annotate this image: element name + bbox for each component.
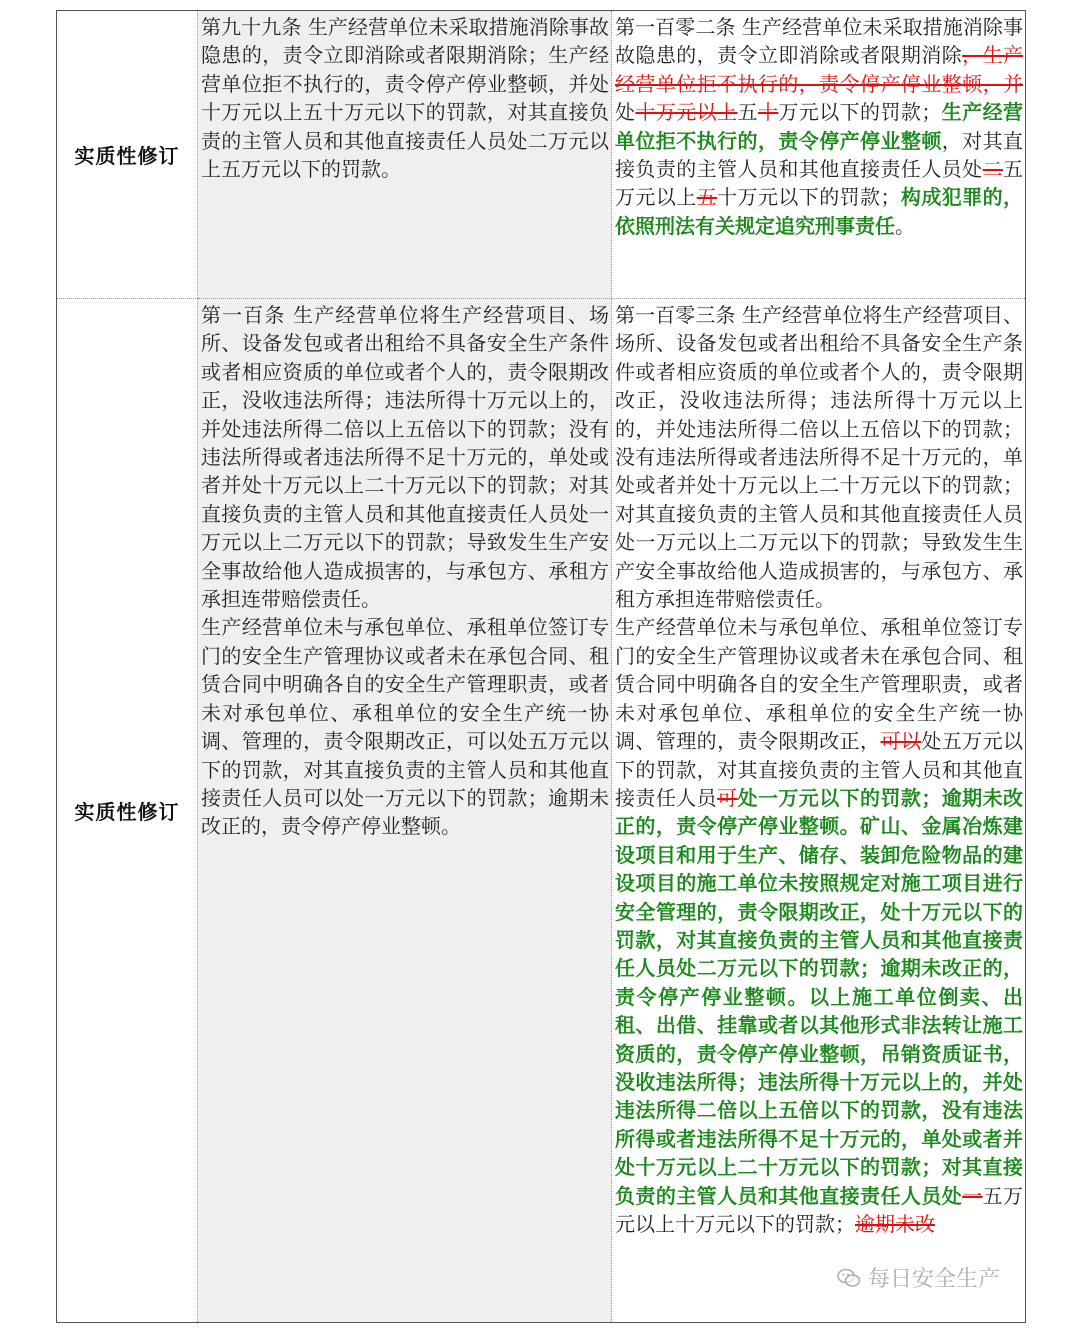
deleted-text: 可 xyxy=(717,785,738,810)
deleted-text: ，生产经营单位拒不执行的，责令停产停业整顿，并 xyxy=(615,43,1024,96)
new-text-cell xyxy=(612,11,1026,299)
unchanged-text: 。 xyxy=(895,213,915,238)
unchanged-text: 处五万元以下的罚款，对其直接负责的主管人员和其他直接责任人员 xyxy=(615,729,1024,810)
deleted-text: 五 xyxy=(696,185,718,210)
new-text-cell xyxy=(612,299,1026,1323)
old-paragraph: 第九十九条 生产经营单位未采取措施消除事故隐患的，责令立即消除或者限期消除；生产经营单位拒不执行的，责令停产停业整顿，并处十万元以上五十万元以下的罚款，对其直接负责的主管人员和其他直接责任人员处二万元以上五万元以下的罚款。 xyxy=(201,15,609,182)
revision-type-label: 实质性修订 xyxy=(74,802,180,824)
unchanged-text: 五万元以上 xyxy=(615,157,1024,210)
revision-type-cell xyxy=(57,299,198,1323)
unchanged-text: ，对其直接负责的主管人员和其他直接责任人员处 xyxy=(615,128,1024,182)
revision-table xyxy=(56,10,1026,1323)
table-row xyxy=(57,11,1026,299)
deleted-text: 一 xyxy=(962,1183,983,1208)
unchanged-text: 处 xyxy=(615,100,636,125)
deleted-text: 逾期未改 xyxy=(855,1212,935,1236)
deleted-text: 可以 xyxy=(880,729,922,754)
new-paragraph: 第一百零三条 生产经营单位将生产经营项目、场所、设备发包或者出租给不具备安全生产条件或者相应资质的单位或者个人的，责令限期改正，没收违法所得；违法所得十万元以上的，并处违法所得二倍以上五倍以下的罚款；没有违法所得或者违法所得不足十万元的，单处或者并处十万元以上二十万元以下的罚款；对其直接负责的主管人员和其他直接责任人员处一万元以上二万元以下的罚款；导致发生生产安全事故给他人造成损害的，与承包方、承租方承担连带赔偿责任。 xyxy=(615,303,1023,612)
new-article-text xyxy=(612,11,1025,242)
unchanged-text: 万元以下的罚款； xyxy=(778,100,942,125)
revision-type-cell xyxy=(57,11,198,299)
new-paragraph xyxy=(615,13,1023,240)
watermark-text: 每日安全生产 xyxy=(868,1267,1001,1292)
revision-comparison-sheet xyxy=(56,10,1024,1322)
table-row xyxy=(57,299,1026,1323)
unchanged-text: 生产经营单位未与承包单位、承租单位签订专门的安全生产管理协议或者未在承包合同、租赁合同中明确各自的安全生产管理职责，或者未对承包单位、承租单位的安全生产统一协调、管理的，责令限期改正， xyxy=(615,615,1023,754)
deleted-text: 十 xyxy=(757,100,779,125)
revision-type-label: 实质性修订 xyxy=(74,146,180,168)
deleted-text: 二 xyxy=(982,157,1004,182)
old-paragraph: 生产经营单位未与承包单位、承租单位签订专门的安全生产管理协议或者未在承包合同、租赁合同中明确各自的安全生产管理职责，或者未对承包单位、承租单位的安全生产统一协调、管理的，责令限期改正，可以处五万元以下的罚款，对其直接负责的主管人员和其他直接责任人员可以处一万元以下的罚款；逾期未改正的，责令停产停业整顿。 xyxy=(201,615,609,839)
unchanged-text: 十万元以下的罚款； xyxy=(717,185,901,210)
unchanged-text: 五 xyxy=(737,100,758,125)
old-paragraph: 第一百条 生产经营单位将生产经营项目、场所、设备发包或者出租给不具备安全生产条件或者相应资质的单位或者个人的，责令限期改正，没收违法所得；违法所得十万元以上的，并处违法所得二倍以上五倍以下的罚款；没有违法所得或者违法所得不足十万元的，单处或者并处十万元以上二十万元以下的罚款；对其直接负责的主管人员和其他直接责任人员处一万元以上二万元以下的罚款；导致发生生产安全事故给他人造成损害的，与承包方、承租方承担连带赔偿责任。 xyxy=(201,303,609,612)
unchanged-text: 第一百零二条 生产经营单位未采取措施消除事故隐患的，责令立即消除或者限期消除 xyxy=(615,15,1023,68)
new-paragraph xyxy=(615,613,1023,1238)
new-article-text xyxy=(612,299,1025,1240)
unchanged-text: 五万元以上十万元以下的罚款； xyxy=(615,1183,1024,1236)
inserted-text: 生产经营单位拒不执行的，责令停产停业整顿 xyxy=(615,100,1024,153)
old-article-text xyxy=(198,11,611,185)
inserted-text: 构成犯罪的，依照刑法有关规定追究刑事责任 xyxy=(615,185,1024,238)
deleted-text: 十万元以上 xyxy=(635,100,738,125)
old-text-cell xyxy=(198,11,612,299)
inserted-text: 处一万元以下的罚款；逾期未改正的，责令停产停业整顿。矿山、金属冶炼建设项目和用于生产、储存、装卸危险物品的建设项目的施工单位未按照规定对施工项目进行安全管理的，责令限期改正，处十万元以下的罚款，对其直接负责的主管人员和其他直接责任人员处二万元以下的罚款；逾期未改正的，责令停产停业整顿。以上施工单位倒卖、出租、出借、挂靠或者以其他形式非法转让施工资质的，责令停产停业整顿，吊销资质证书，没收违法所得；违法所得十万元以上的，并处违法所得二倍以上五倍以下的罚款，没有违法所得或者违法所得不足十万元的，单处或者并处十万元以上二十万元以下的罚款；对其直接负责的主管人员和其他直接责任人员处 xyxy=(615,785,1024,1208)
old-text-cell xyxy=(198,299,612,1323)
old-article-text xyxy=(198,299,611,843)
